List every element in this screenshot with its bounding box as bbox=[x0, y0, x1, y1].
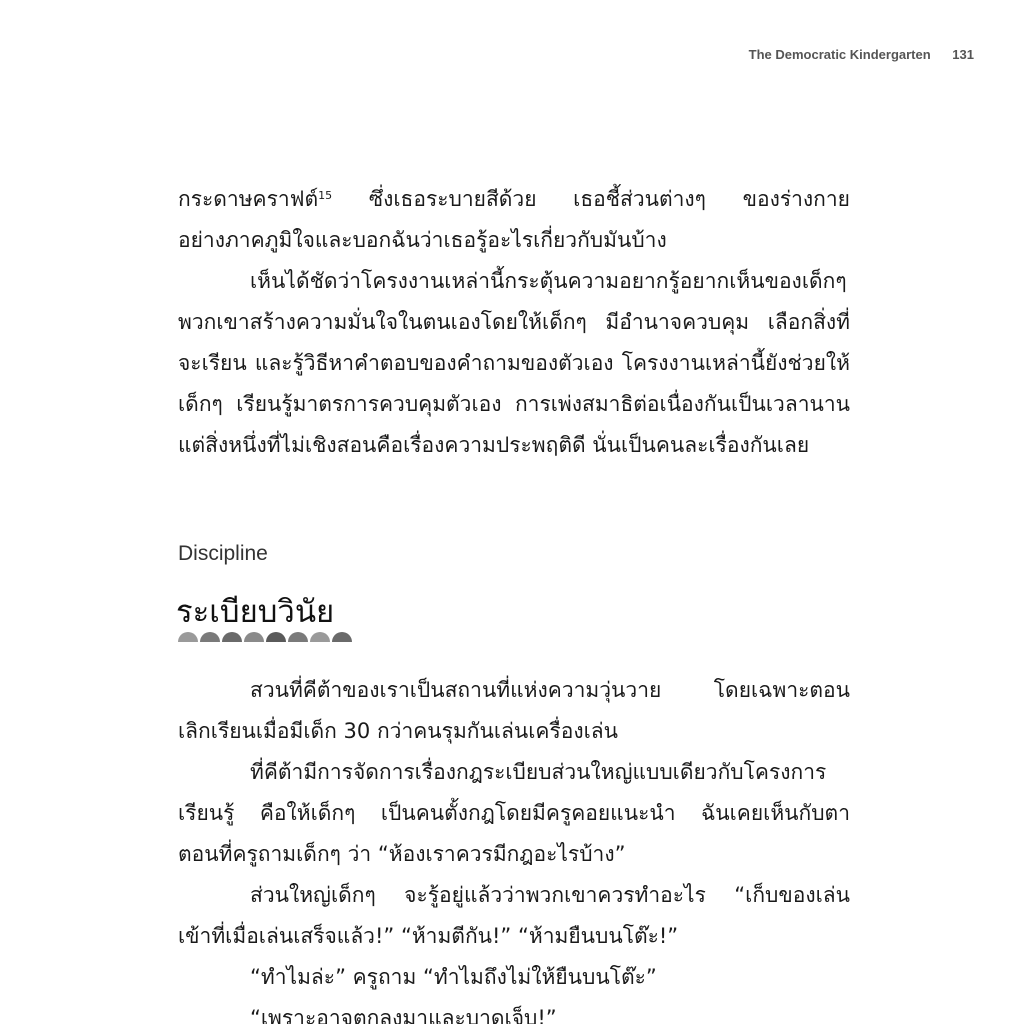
text-line: ที่คีต้ามีการจัดการเรื่องกฎระเบียบส่วนใหญ่แบบเดียวกับโครงการ bbox=[250, 760, 827, 784]
book-title: The Democratic Kindergarten bbox=[748, 47, 931, 62]
text-line: เด็กๆ เรียนรู้มาตรการควบคุมตัวเอง การเพ่งสมาธิต่อเนื่องกันเป็นเวลานาน bbox=[178, 392, 850, 416]
text-line: “ทำไมล่ะ” ครูถาม “ทำไมถึงไม่ให้ยืนบนโต๊ะ” bbox=[250, 965, 657, 989]
text-line: “เพราะอาจตกลงมาและบาดเจ็บ!” bbox=[250, 1006, 557, 1024]
body-text-top bbox=[178, 179, 850, 466]
section-heading-english: Discipline bbox=[178, 542, 268, 565]
text-line: ตอนที่ครูถามเด็กๆ ว่า “ห้องเราควรมีกฎอะไรบ้าง” bbox=[178, 842, 626, 866]
scallop-ornament bbox=[178, 628, 352, 642]
text-line: เลิกเรียนเมื่อมีเด็ก 30 กว่าคนรุมกันเล่นเครื่องเล่น bbox=[178, 719, 619, 743]
page-number: 131 bbox=[952, 47, 974, 62]
section-heading-thai: ระเบียบวินัย bbox=[176, 594, 335, 630]
text-line: อย่างภาคภูมิใจและบอกฉันว่าเธอรู้อะไรเกี่ยวกับมันบ้าง bbox=[178, 228, 667, 252]
text-line: เข้าที่เมื่อเล่นเสร็จแล้ว!” “ห้ามตีกัน!” “ห้ามยืนบนโต๊ะ!” bbox=[178, 924, 679, 948]
text-line: เรียนรู้ คือให้เด็กๆ เป็นคนตั้งกฎโดยมีครูคอยแนะนำ ฉันเคยเห็นกับตา bbox=[178, 801, 850, 825]
text-line: แต่สิ่งหนึ่งที่ไม่เชิงสอนคือเรื่องความประพฤติดี นั่นเป็นคนละเรื่องกันเลย bbox=[178, 433, 810, 457]
text-line: สวนที่คีต้าของเราเป็นสถานที่แห่งความวุ่นวาย โดยเฉพาะตอน bbox=[250, 678, 850, 702]
text-line: ส่วนใหญ่เด็กๆ จะรู้อยู่แล้วว่าพวกเขาควรทำอะไร “เก็บของเล่น bbox=[250, 883, 850, 907]
running-header bbox=[0, 47, 974, 62]
text-line: จะเรียน และรู้วิธีหาคำตอบของคำถามของตัวเอง โครงงานเหล่านี้ยังช่วยให้ bbox=[178, 351, 850, 375]
body-text-bottom bbox=[178, 670, 850, 1024]
text-line: กระดาษคราฟต์$^{15}$ ซึ่งเธอระบายสีด้วย เธอชี้ส่วนต่างๆ ของร่างกาย bbox=[178, 187, 850, 211]
footnote-ref: 15 bbox=[318, 189, 333, 202]
text-line: เห็นได้ชัดว่าโครงงานเหล่านี้กระตุ้นความอยากรู้อยากเห็นของเด็กๆ bbox=[250, 269, 847, 293]
text-line: พวกเขาสร้างความมั่นใจในตนเองโดยให้เด็กๆ มีอำนาจควบคุม เลือกสิ่งที่ bbox=[178, 310, 850, 334]
